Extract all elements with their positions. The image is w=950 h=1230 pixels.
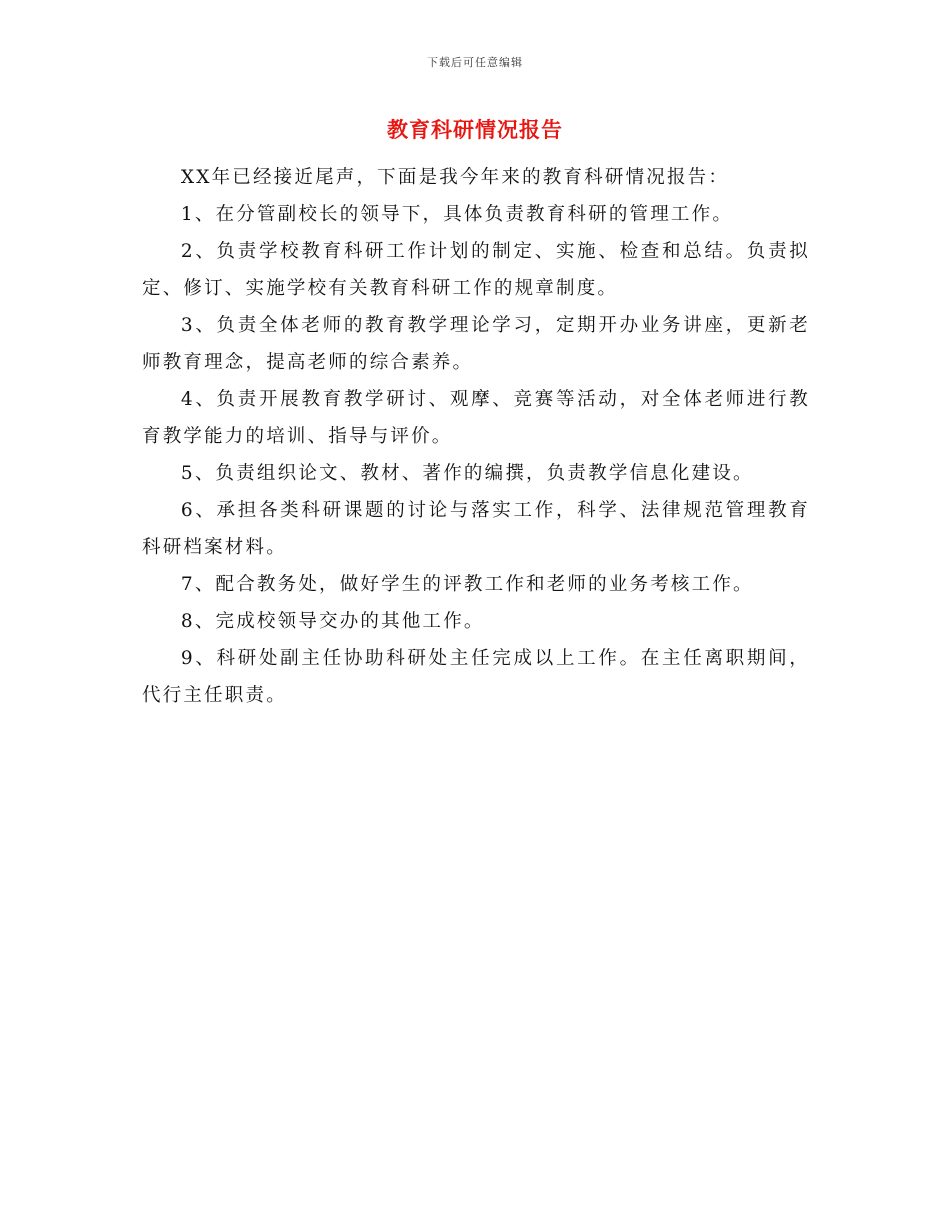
paragraph-item-1: 1、在分管副校长的领导下，具体负责教育科研的管理工作。 [180,204,734,225]
document-body [142,159,810,714]
paragraph-item-6: 6、承担各类科研课题的讨论与落实工作，科学、法律规范管理教育科研档案材料。 [142,500,810,558]
paragraph-item-3: 3、负责全体老师的教育教学理论学习，定期开办业务讲座，更新老师教育理念，提高老师的综合素养。 [142,315,810,373]
paragraph-item-9: 9、科研处副主任协助科研处主任完成以上工作。在主任离职期间，代行主任职责。 [142,648,810,706]
document-title: 教育科研情况报告 [387,117,563,142]
paragraph-intro: XX年已经接近尾声，下面是我今年来的教育科研情况报告： [180,167,730,188]
paragraph-item-4: 4、负责开展教育教学研讨、观摩、竞赛等活动，对全体老师进行教育教学能力的培训、指导与评价。 [142,389,810,447]
paragraph-item-2: 2、负责学校教育科研工作计划的制定、实施、检查和总结。负责拟定、修订、实施学校有关教育科研工作的规章制度。 [142,241,810,299]
paragraph-item-5: 5、负责组织论文、教材、著作的编撰，负责教学信息化建设。 [180,463,754,484]
paragraph-item-8: 8、完成校领导交办的其他工作。 [180,611,485,632]
paragraph-item-7: 7、配合教务处，做好学生的评教工作和老师的业务考核工作。 [180,574,754,595]
header-note: 下载后可任意编辑 [427,56,523,69]
